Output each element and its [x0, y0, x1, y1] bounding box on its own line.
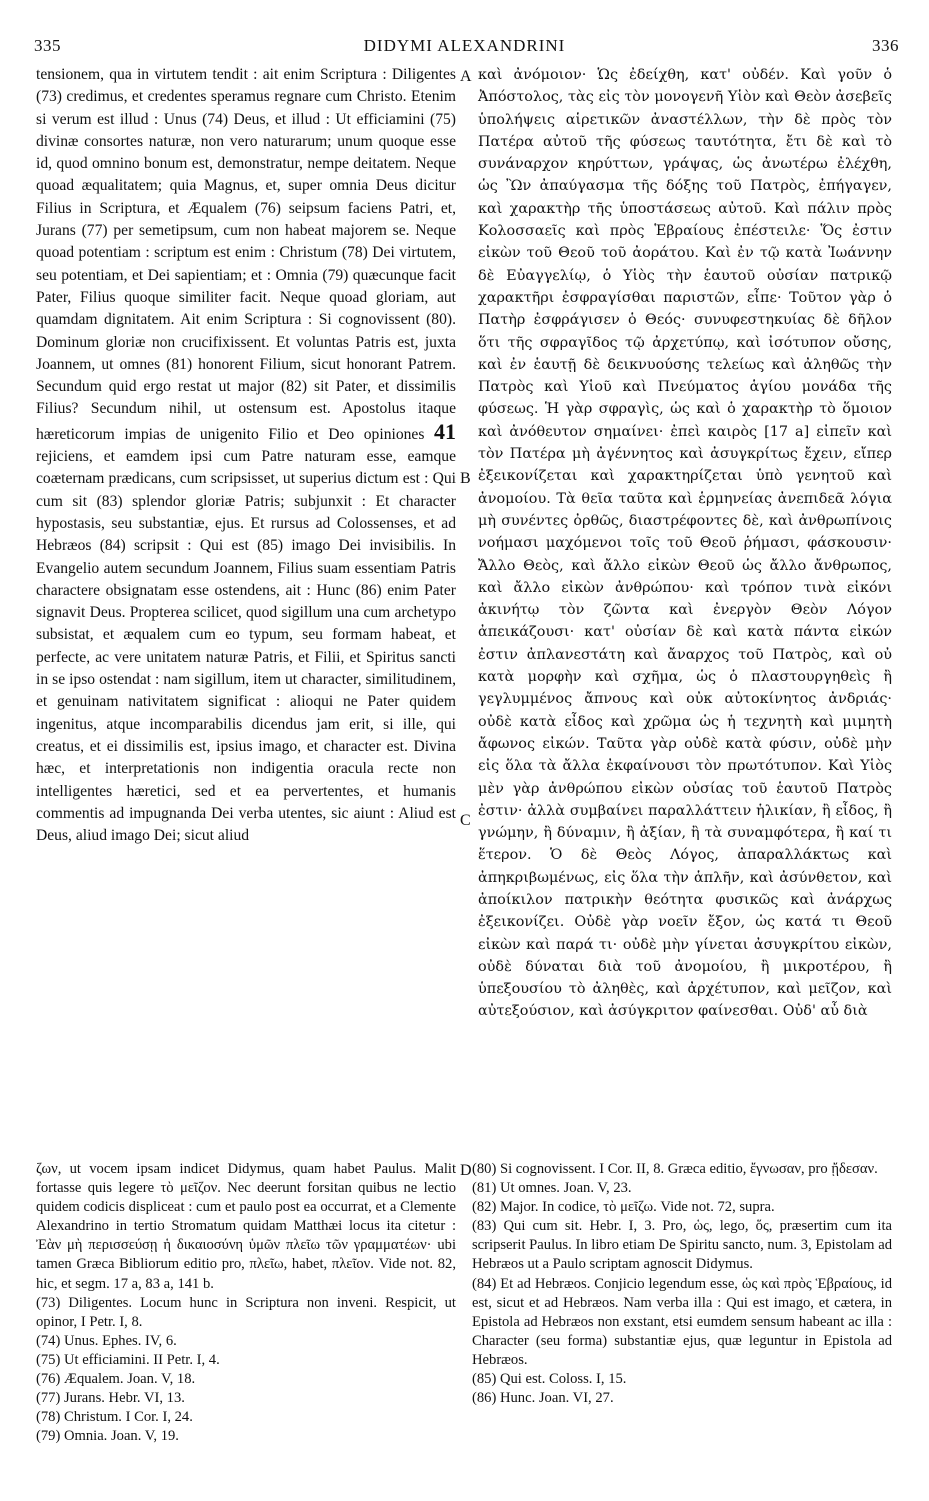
footnote: (85) Qui est. Coloss. I, 15. — [472, 1371, 627, 1388]
footnote: (78) Christum. I Cor. I, 24. — [36, 1409, 193, 1426]
margin-marker-b: B — [460, 470, 471, 487]
latin-text-part-2: rejiciens, et eamdem ipsi cum Patre naturam esse, eamque coæternam prædicans, cum scripsisset, ut superius dictum est : Qui cum sit (83) splendor gloriæ Patris; subjunxit : Et character hypostasis, seu substantiæ, ejus. Et rursus ad Colossenses, et ad Hebræos (84) scripsit : Qui est (85) imago Dei invisibilis. In Evangelio autem secundum Joannem, Filius suam essentiam Patris charactere obsignatam esse ostendens, ait : Hunc (86) enim Pater signavit Deus. Propterea scilicet, quod sigillum una cum archetypo subsistat, et æqualem cum eo typum, seu formam habeat, et perfecte, ac vere unitatem naturæ Patris, et Filii, et Spiritus sancti in se ipso ostendat : nam sigillum, item ut character, similitudinem, et genuinam nativitatem significat : alioqui ne Pater quidem ingenitus, atque incomparabilis dicendus jam erit, si ille, qui creatus, et ei dissimilis est, ipsius imago, et character est. Divina hæc, et interpretationis non indigentia oracula recte non intelligentes hæretici, sed et ea pervertentes, et humanis commentis ad impugnanda Dei verba utentes, sic aiunt : Aliud est Deus, aliud imago Dei; sicut aliud — [36, 448, 456, 845]
footnote: (74) Unus. Ephes. IV, 6. — [36, 1332, 177, 1349]
footnote: (82) Major. In codice, τὸ μεῖζω. Vide not. 72, supra. — [472, 1199, 775, 1216]
page-number-right: 336 — [872, 36, 899, 55]
greek-text: καὶ ἀνόμοιον· Ὡς ἐδείχθη, κατ' οὐδέν. Καὶ γοῦν ὁ Ἀπόστολος, τὰς εἰς τὸν μονογενῆ Υἱὸν καὶ Θεὸν ἀσεβεῖς ὑπολήψεις αἱρετικῶν ἀναστέλλων, τὴν δὲ πρὸς τὸν Πατέρα αὐτοῦ τῆς φύσεως ταυτότητα, ἔτι δὲ καὶ τὸ συνάναρχον κηρύττων, γράψας, ὡς ἀνωτέρω ἐλέχθη, ὡς Ὢν ἀπαύγασμα τῆς δόξης τοῦ Πατρὸς, ἐπήγαγεν, καὶ χαρακτὴρ τῆς ὑποστάσεως αὐτοῦ. Καὶ πάλιν πρὸς Κολοσσαεῖς καὶ πρὸς Ἑβραίους ἐπέστειλε· Ὅς ἐστιν εἰκὼν τοῦ Θεοῦ τοῦ ἀοράτου. Καὶ ἐν τῷ κατὰ Ἰωάννην δὲ Εὐαγγελίῳ, ὁ Υἱὸς τὴν ἑαυτοῦ οὐσίαν πατρικῷ χαρακτῆρι ἐσφραγίσθαι παριστῶν, εἶπε· Τοῦτον γὰρ ὁ Πατὴρ ἐσφράγισεν ὁ Θεός· συνυφεστηκυίας δὲ δῆλον ὅτι τῆς σφραγῖδος τῷ ἀρχετύπῳ, καὶ ἰσότυπον οὔσης, καὶ ἐν ἑαυτῇ δὲ δεικνυούσης τελείως καὶ ἀληθῶς τὴν Πατρὸς καὶ Υἱοῦ καὶ Πνεύματος ἁγίου μονάδα τῆς φύσεως. Ἡ γὰρ σφραγὶς, ὡς καὶ ὁ χαρακτὴρ τὸ ὅμοιον καὶ ἀνόθευτον σημαίνει· ἐπεὶ καιρὸς [17 a] εἰπεῖν καὶ τὸν Πατέρα μὴ ἀγέννητος καὶ ἀσυγκρίτως ἔχειν, εἴπερ ἐξεικονίζεται καὶ χαρακτηρίζεται ὑπὸ γενητοῦ καὶ ἀνομοίου. Τὰ θεῖα ταῦτα καὶ ἑρμηνείας ἀνεπιδεᾶ λόγια μὴ συνέντες ὀρθῶς, διαστρέφοντες δὲ, καὶ ἀνθρωπίνοις νοήμασι μαχόμενοι τοῖς τοῦ Θεοῦ ῥήμασι, φάσκουσιν· Ἄλλο Θεὸς, καὶ ἄλλο εἰκὼν Θεοῦ ὡς ἄλλο ἄνθρωπος, καὶ ἄλλο εἰκὼν ἀνθρώπου· καὶ τρόπον τινὰ εἰκόνι ἀκινήτῳ τὸν ζῶντα καὶ ἐνεργὸν Θεὸν Λόγον ἀπεικάζουσι· κατ' οὐσίαν δὲ καὶ κατὰ πάντα εἰκών ἐστιν ἀπλανεστάτη καὶ ἄναρχος τοῦ Πατρὸς, καὶ οὐ κατὰ μορφὴν καὶ σχῆμα, ὡς ὁ πλαστουργηθεὶς ἢ γεγλυμμένος ἄπνους καὶ οὐκ αὐτοκίνητος ἀνδριάς· οὐδὲ κατὰ εἶδος καὶ χρῶμα ὡς ἡ τεχνητὴ καὶ μιμητὴ ἄφωνος εἰκών. Ταῦτα γὰρ οὐδὲ κατὰ φύσιν, οὐδὲ μὴν εἰς ὅλα τὰ ἄλλα ἐκφαίνουσι τὸν πρωτότυπον. Καὶ Υἱὸς μὲν γὰρ ἀνθρώπου εἰκὼν οὐσίας τοῦ ἑαυτοῦ Πατρὸς ἐστιν· ἀλλὰ συμβαίνει παραλλάττειν ἡλικίαν, ἢ εἶδος, ἢ γνώμην, ἢ δύναμιν, ἢ ἀξίαν, ἢ τὰ συναμφότερα, ἢ καί τι ἕτερον. Ὁ δὲ Θεὸς Λόγος, ἀπαραλλάκτως καὶ ἀπηκριβωμένως, εἰς ὅλα τὴν ἁπλῆν, καὶ ἀσύνθετον, καὶ ἀποίκιλον πατρικὴν θεότητα φυσικῶς καὶ ἀνάρχως ἐξεικονίζει. Οὐδὲ γὰρ νοεῖν ἔξον, ὡς κατά τι Θεοῦ εἰκὼν καὶ παρά τι· οὐδὲ μὴν γίνεται ἀσυγκρίτου εἰκὼν, οὐδὲ δύναται διὰ τοῦ ἀνομοίου, ἢ μικροτέρου, ἢ ὑπεξουσίου τὸ ἀληθὲς, καὶ ἀρχέτυπον, καὶ μεῖζον, καὶ αὐτεξούσιον, καὶ ἀσύγκριτον φαίνεσθαι. Οὐδ' αὖ διὰ — [478, 67, 892, 1020]
greek-column — [478, 64, 892, 1023]
footnote: (83) Qui cum sit. Hebr. I, 3. Pro, ὡς, lego, ὅς, præsertim cum ita scripserit Paulus. In libro etiam De Spiritu sancto, num. 3, Epistolam ad Hebræos ut a Paulo scriptam agnoscit Didymus. — [472, 1218, 892, 1273]
margin-marker-c: C — [460, 812, 471, 829]
footnote: (75) Ut efficiamini. II Petr. I, 4. — [36, 1351, 220, 1368]
margin-marker-d: D — [460, 1162, 472, 1179]
footnotes-left — [36, 1160, 456, 1446]
running-header — [0, 36, 929, 58]
footnote: (73) Diligentes. Locum hunc in Scriptura non inveni. Respicit, ut opinor, I Petr. I, 8. — [36, 1294, 456, 1330]
footnote: (77) Jurans. Hebr. VI, 13. — [36, 1390, 185, 1407]
latin-text — [36, 64, 456, 847]
latin-text-part-1: tensionem, qua in virtutem tendit : ait enim Scriptura : Diligentes (73) credimus, et credentes speramus regnare cum Christo. Etenim si verum est illud : Unus (74) Deus, et illud : Ut efficiamini (75) divinæ consortes naturæ, non vero naturarum; unum quoque esse id, quod omnino bonum est, demonstratur, nempe deitatem. Neque quoad æqualitatem; quia Magnus, et, super omnia Deus dicitur Filius in Scriptura, et Æqualem (76) seipsum faciens Patri, et, Jurans (77) per semetipsum, cum non habeat majorem se. Neque quoad potentiam : scriptum est enim : Christum (78) Dei virtutem, seu potentiam, et Dei sapientiam; et : Omnia (79) quæcunque facit Pater, Filius quoque similiter facit. Neque quoad gloriam, aut quamdam dignitatem. Ait enim Scriptura : Si cognovissent (80). Dominum gloriæ non crucifixissent. Et voluntas Patris est, juxta Joannem, ut omnes (81) honorent Filium, sicut honorant Patrem. Secundum quid ergo restat ut major (82) sit Pater, et dissimilis Filius? Secundum nihil, ut ostensum est. Apostolus itaque hæreticorum impias de unigenito Filio et Deo opiniones — [36, 66, 456, 443]
page-number-left: 335 — [34, 36, 61, 55]
segment-number: 41 — [433, 418, 456, 444]
footnote: (76) Æqualem. Joan. V, 18. — [36, 1371, 196, 1388]
footnote: ζων, ut vocem ipsam indicet Didymus, quam habet Paulus. Malit fortasse quis legere τὸ μεῖζον. Nec deerunt forsitan quibus ne lectio quidem codicis displiceat : cum et paulo post ea occurrat, et a Clemente Alexandrino in tertio Stromatum quidam Matthæi locus ita citetur : Ἐὰν μὴ περισσεύσῃ ἡ δικαιοσύνη ὑμῶν πλεῖω τῶν γραμματέων· ubi tamen Græca Bibliorum editio pro, πλεῖω, habet, πλεῖον. Vide not. 82, hic, et segm. 17 a, 83 a, 141 b. — [36, 1161, 456, 1292]
footnote: (84) Et ad Hebræos. Conjicio legendum esse, ὡς καὶ πρὸς Ἑβραίους, id est, sicut et ad Hebræos. Nam verba illa : Qui est imago, et cætera, in Epistola ad Hebræos non exstant, etsi eumdem sensum habeant ac illa : Character (seu forma) substantiæ ejus, quæ leguntur in Epistola ad Hebræos. — [472, 1275, 892, 1368]
running-title: DIDYMI ALEXANDRINI — [363, 36, 566, 55]
footnote: (80) Si cognovissent. I Cor. II, 8. Græca editio, ἔγνωσαν, pro ᾔδεσαν. — [472, 1161, 878, 1177]
footnotes-right — [472, 1160, 892, 1408]
latin-column — [36, 64, 456, 847]
footnote: (79) Omnia. Joan. V, 19. — [36, 1428, 179, 1445]
margin-marker-a: A — [460, 68, 472, 85]
footnote: (86) Hunc. Joan. VI, 27. — [472, 1390, 614, 1407]
footnote: (81) Ut omnes. Joan. V, 23. — [472, 1180, 632, 1197]
